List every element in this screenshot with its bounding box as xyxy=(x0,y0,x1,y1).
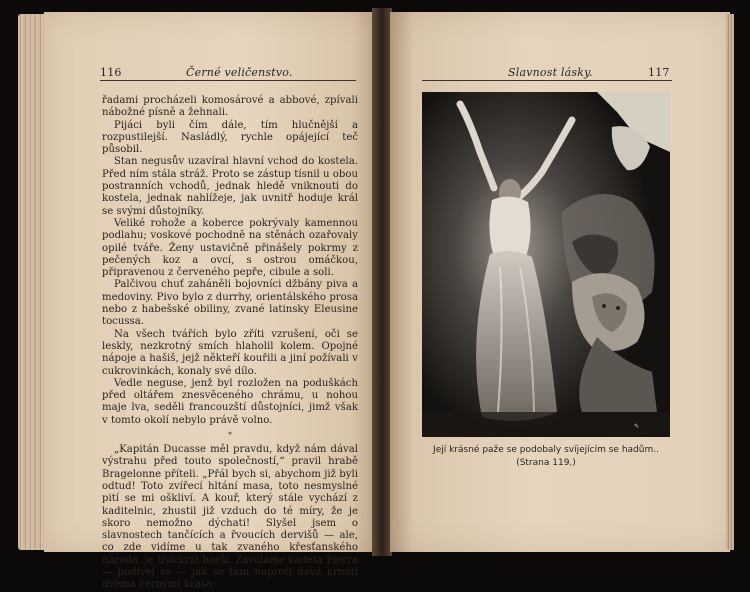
svg-text:✎: ✎ xyxy=(634,423,640,430)
book-spine xyxy=(372,8,392,556)
section-separator: * xyxy=(228,431,232,440)
left-running-title: Černé veličenstvo. xyxy=(186,66,293,79)
body-paragraph: Pijáci byli čím dále, tím hlučnější a rozpustilejší. Nasládlý, rychle opájející teč působil. xyxy=(102,119,358,156)
right-header-rule xyxy=(422,80,672,81)
body-paragraph: Stan negusův uzavíral hlavní vchod do kostela. Před ním stála stráž. Proto se zástup tísnil u obou postranních vchodů, jednak hledě vniknouti do kostela, jednak nahlížeje, jak uvnitř hoduje král se svými důstojníky. xyxy=(102,156,358,217)
illustration-caption xyxy=(422,444,670,470)
body-paragraph: Vedle neguse, jenž byl rozložen na poduškách před oltářem znesvěceného chrámu, u nohou maje lva, seděli francouzští důstojníci, jimž však v tomto okolí nebylo právě volno. xyxy=(102,377,358,426)
right-running-title: Slavnost lásky. xyxy=(508,66,593,79)
left-page-body xyxy=(102,95,358,592)
right-page-edges xyxy=(726,14,734,550)
body-paragraph: „Kapitán Ducasse měl pravdu, když nám dával výstrahu před touto společností,“ pravil hrabě Bragelonne příteli. „Přál bych si, abychom již byli odtud! Toto zvířecí hltání masa, toto nesmyslné pití se mi oškliví. A kouř, který stále vychází z kaditelnic, zhustil již vzduch do té míry, že je skoro nemožno dýchati! Slyšel jsem o slavnostech tančících a řvoucích dervišů — ale, co zde vidíme u tak zvaného křesťanského národa, je tisíckrát horší. Zavoláme kadeta Pierra — podívej se — jak se tam naproti dává krmiti dvěma černými krasa- xyxy=(102,444,358,591)
left-header-rule xyxy=(100,80,356,81)
body-paragraph: Veliké rohože a koberce pokrývaly kamennou podlahu; voskové pochodně na stěnách ozařovaly opilé tváře. Ženy ustavičně přinášely pokrmy z pečených koz a ovcí, s ostrou omáčkou, připravenou z červeného pepře, cibule a soli. xyxy=(102,217,358,279)
body-paragraph: Palčivou chuť zaháněli bojovníci džbány piva a medoviny. Pivo bylo z durrhy, orientálského prosa nebo z habešské obiliny, zvané latinsky Eleusine tocussa. xyxy=(102,279,358,328)
caption-reference: (Strana 119.) xyxy=(516,458,576,468)
body-paragraph: řadami procházeli komosárové a abbové, zpívali nábožné písně a žehnali. xyxy=(102,95,358,119)
left-page-number: 116 xyxy=(100,66,122,79)
dancing-woman-with-lion-illustration xyxy=(422,92,670,437)
caption-text: Její krásné paže se podobaly svíjejícím se hadům.. xyxy=(433,445,659,455)
body-paragraph: Na všech tvářích bylo zříti vzrušení, oči se leskly, nezkrotný smích hlaholil kolem. Opojné nápoje a hašiš, jejž někteří kouřili a jiní požívali v cukrovinkách, konaly své dílo. xyxy=(102,328,358,377)
right-page-number: 117 xyxy=(648,66,670,79)
